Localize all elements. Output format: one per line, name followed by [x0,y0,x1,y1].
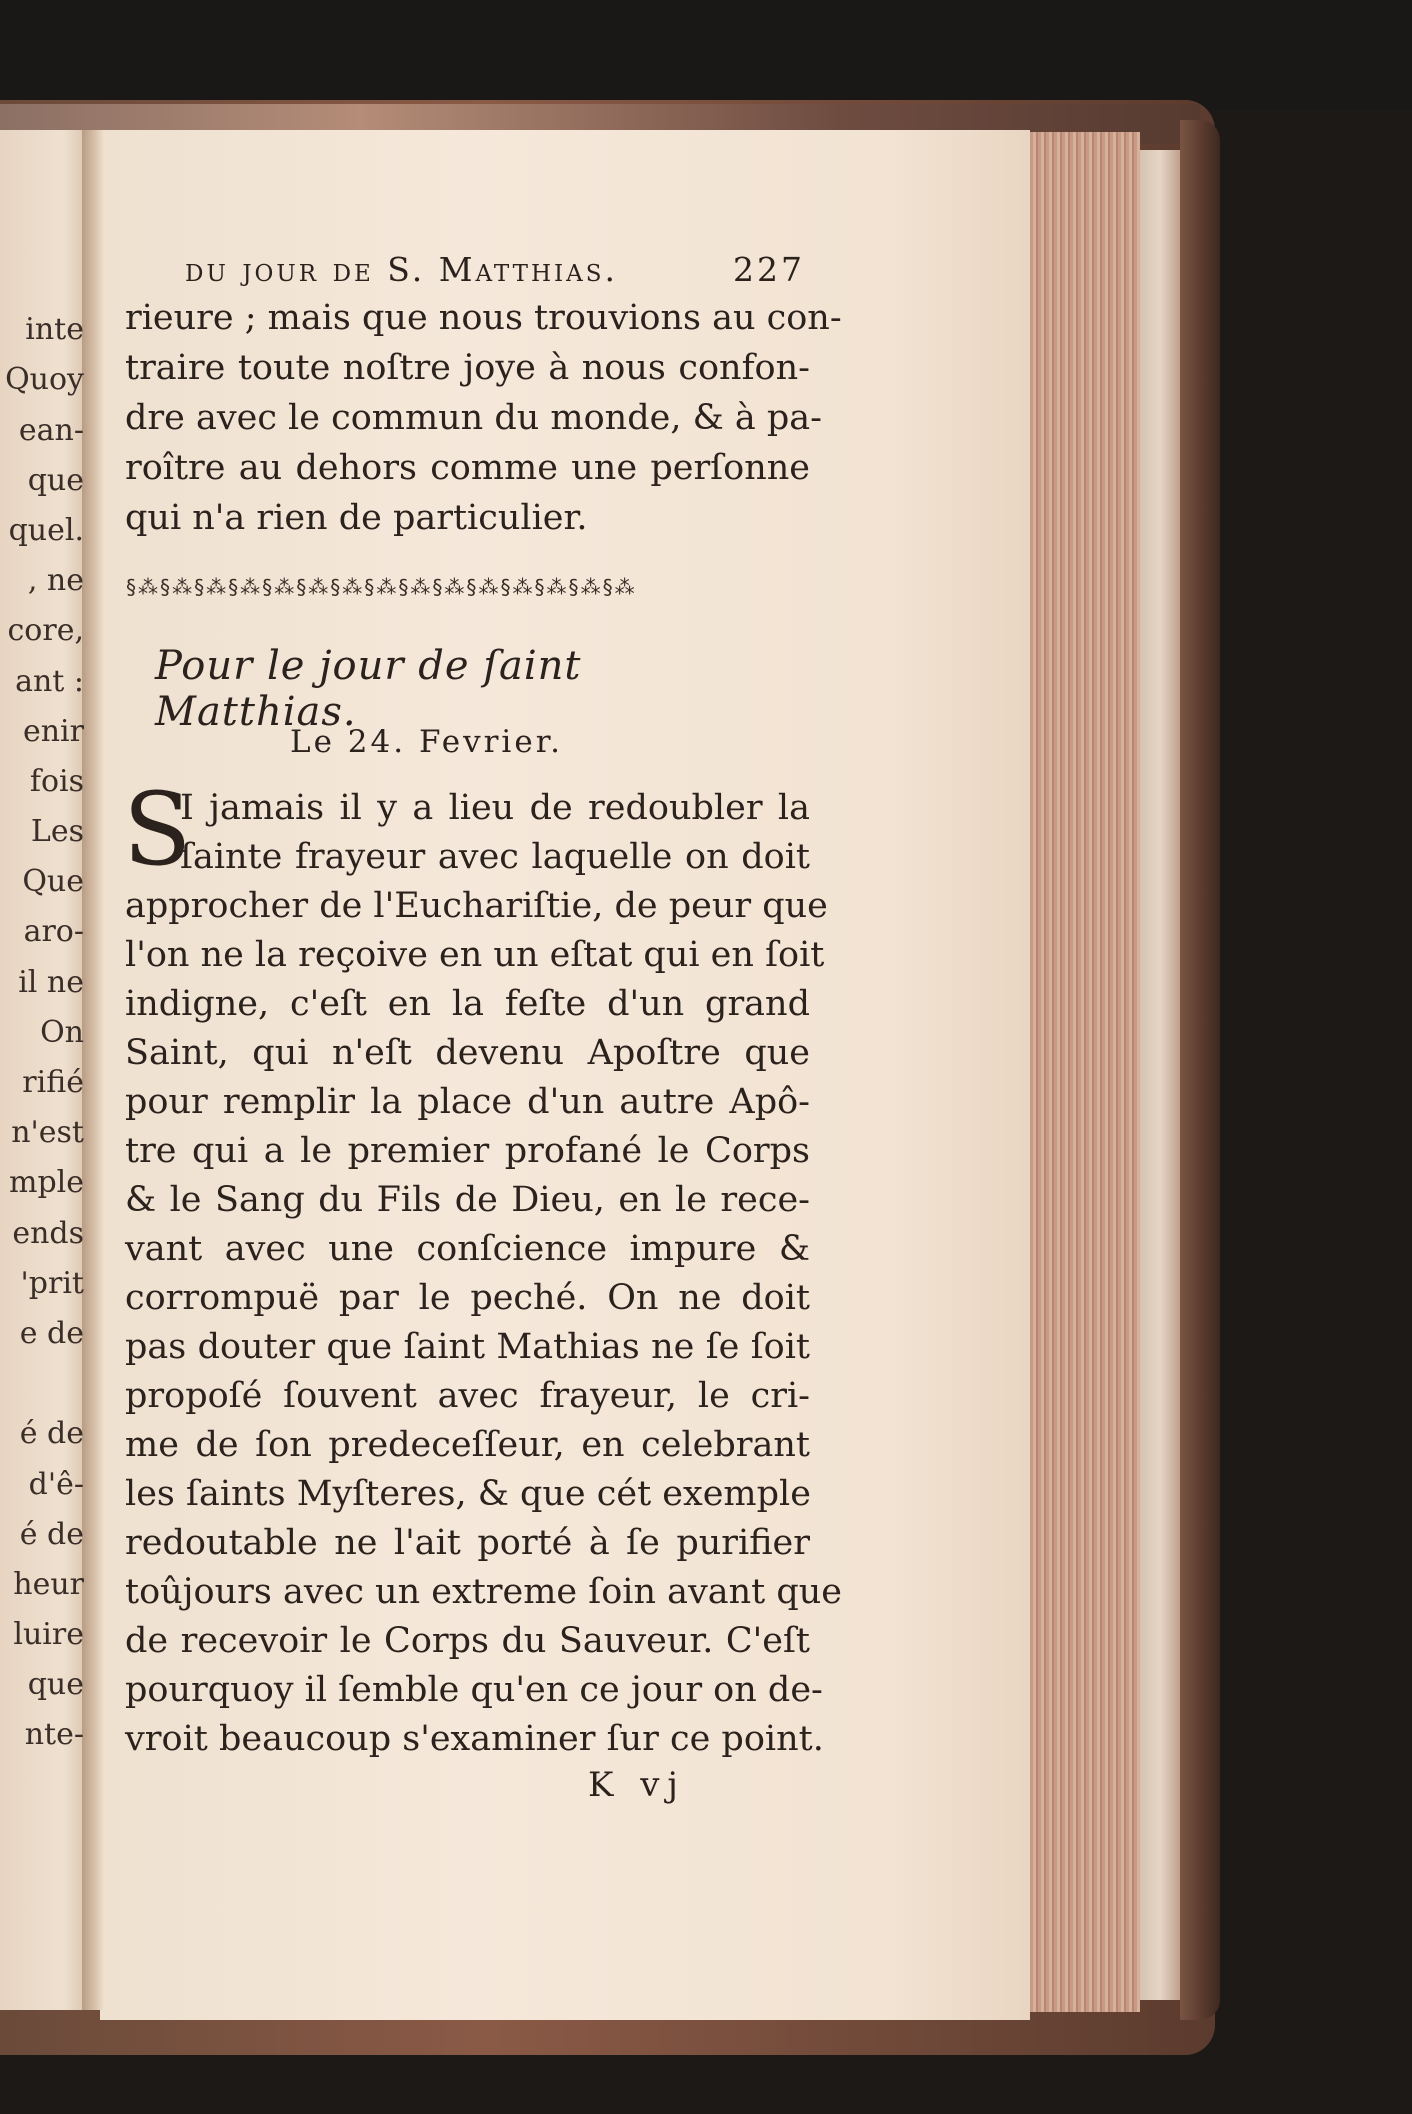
left-page-fragment: Les [30,814,84,850]
text-line: rieure ; mais que nous trouvions au con- [125,298,842,338]
left-page-text-fragments [0,255,90,1761]
left-page-fragment: 'prit [20,1265,84,1301]
text-line: corrompuë par le peché. On ne doit [125,1278,810,1318]
text-line: dre avec le commun du monde, & à pa- [125,398,822,438]
left-page-fragment: e de [19,1315,84,1351]
page-fore-edge-light [1140,150,1180,2000]
catchword: K vj [588,1765,686,1805]
left-page-fragment: Quoy [5,362,84,398]
text-line: vroit beaucoup s'examiner ſur ce point. [125,1719,824,1759]
left-page-fragment: On [40,1014,84,1050]
left-page-fragment: mple [9,1165,84,1201]
text-line: propoſé ſouvent avec frayeur, le cri- [125,1376,810,1416]
text-line: I jamais il y a lieu de redoubler la [180,788,810,828]
text-line: Saint, qui n'eſt devenu Apoſtre que [125,1033,810,1073]
text-line: pour remplir la place d'un autre Apô- [125,1082,810,1122]
left-page-fragment: luire [13,1617,84,1653]
left-page-fragment: il ne [18,964,84,1000]
left-page-fragment: aro- [23,914,84,950]
text-line: qui n'a rien de particulier. [125,498,588,538]
text-line: toûjours avec un extreme ſoin avant que [125,1572,843,1612]
left-page-fragment: ends [12,1215,84,1251]
drop-cap: S [123,771,192,888]
left-page-fragment: é de [19,1516,84,1552]
left-page-fragment [0,1359,90,1409]
page-number: 227 [733,250,805,289]
left-page-fragment: quel. [8,512,84,548]
text-line: tre qui a le premier profané le Corps [125,1131,810,1171]
text-line: traire toute noſtre joye à nous confon- [125,348,810,388]
left-page-fragment: Que [22,864,84,900]
section-title: Pour le jour de ſaint Matthias. [155,643,582,735]
book-cover-right-edge [1180,120,1220,2020]
left-page-fragment: enir [22,713,84,749]
left-page-fragment: ean- [18,412,84,448]
left-page-fragment: ant : [15,663,84,699]
background [0,0,1412,110]
left-page-fragment: é de [19,1416,84,1452]
left-page-fragment: d'ê- [28,1466,84,1502]
text-line: redoutable ne l'ait porté à ſe purifier [125,1523,810,1563]
text-line: roître au dehors comme une perſonne [125,448,810,488]
left-page-fragment: heur [13,1566,84,1602]
left-page-fragment: rifié [22,1065,84,1100]
text-line: ſainte frayeur avec laquelle on doit [180,837,810,877]
text-line: de recevoir le Corps du Sauveur. C'eſt [125,1621,810,1661]
running-header [185,250,805,289]
left-page-fragment: fois [29,763,84,799]
left-page-fragment: que [27,462,84,498]
text-line: indigne, c'eſt en la feſte d'un grand [125,984,810,1024]
left-page-fragment: , ne [27,563,84,599]
left-page-fragment [0,255,90,305]
text-line: vant avec une conſcience impure & [125,1229,810,1269]
text-line: & le Sang du Fils de Dieu, en le rece- [125,1180,810,1220]
left-page-fragment: nte- [24,1717,84,1753]
text-line: les ſaints Myſteres, & que cét exemple [125,1474,811,1514]
text-line: l'on ne la reçoive en un eſtat qui en ſoit [125,935,825,975]
running-header-title: du jour de S. Matthias. [185,250,618,289]
left-page-fragment: n'est [11,1115,84,1151]
text-line: approcher de l'Euchariſtie, de peur que [125,886,828,926]
ornamental-divider: §⁂§⁂§⁂§⁂§⁂§⁂§⁂§⁂§⁂§⁂§⁂§⁂§⁂§⁂§⁂ [125,575,636,597]
left-page-fragment: que [27,1667,84,1703]
text-line: pas douter que ſaint Mathias ne ſe ſoit [125,1327,810,1367]
text-line: pourquoy il ſemble qu'en ce jour on de- [125,1670,823,1710]
left-page-fragment: core, [7,613,84,649]
left-page-fragment: inte [25,312,84,348]
text-line: me de ſon predeceſſeur, en celebrant [125,1425,810,1465]
date-line: Le 24. Fevrier. [290,724,563,760]
